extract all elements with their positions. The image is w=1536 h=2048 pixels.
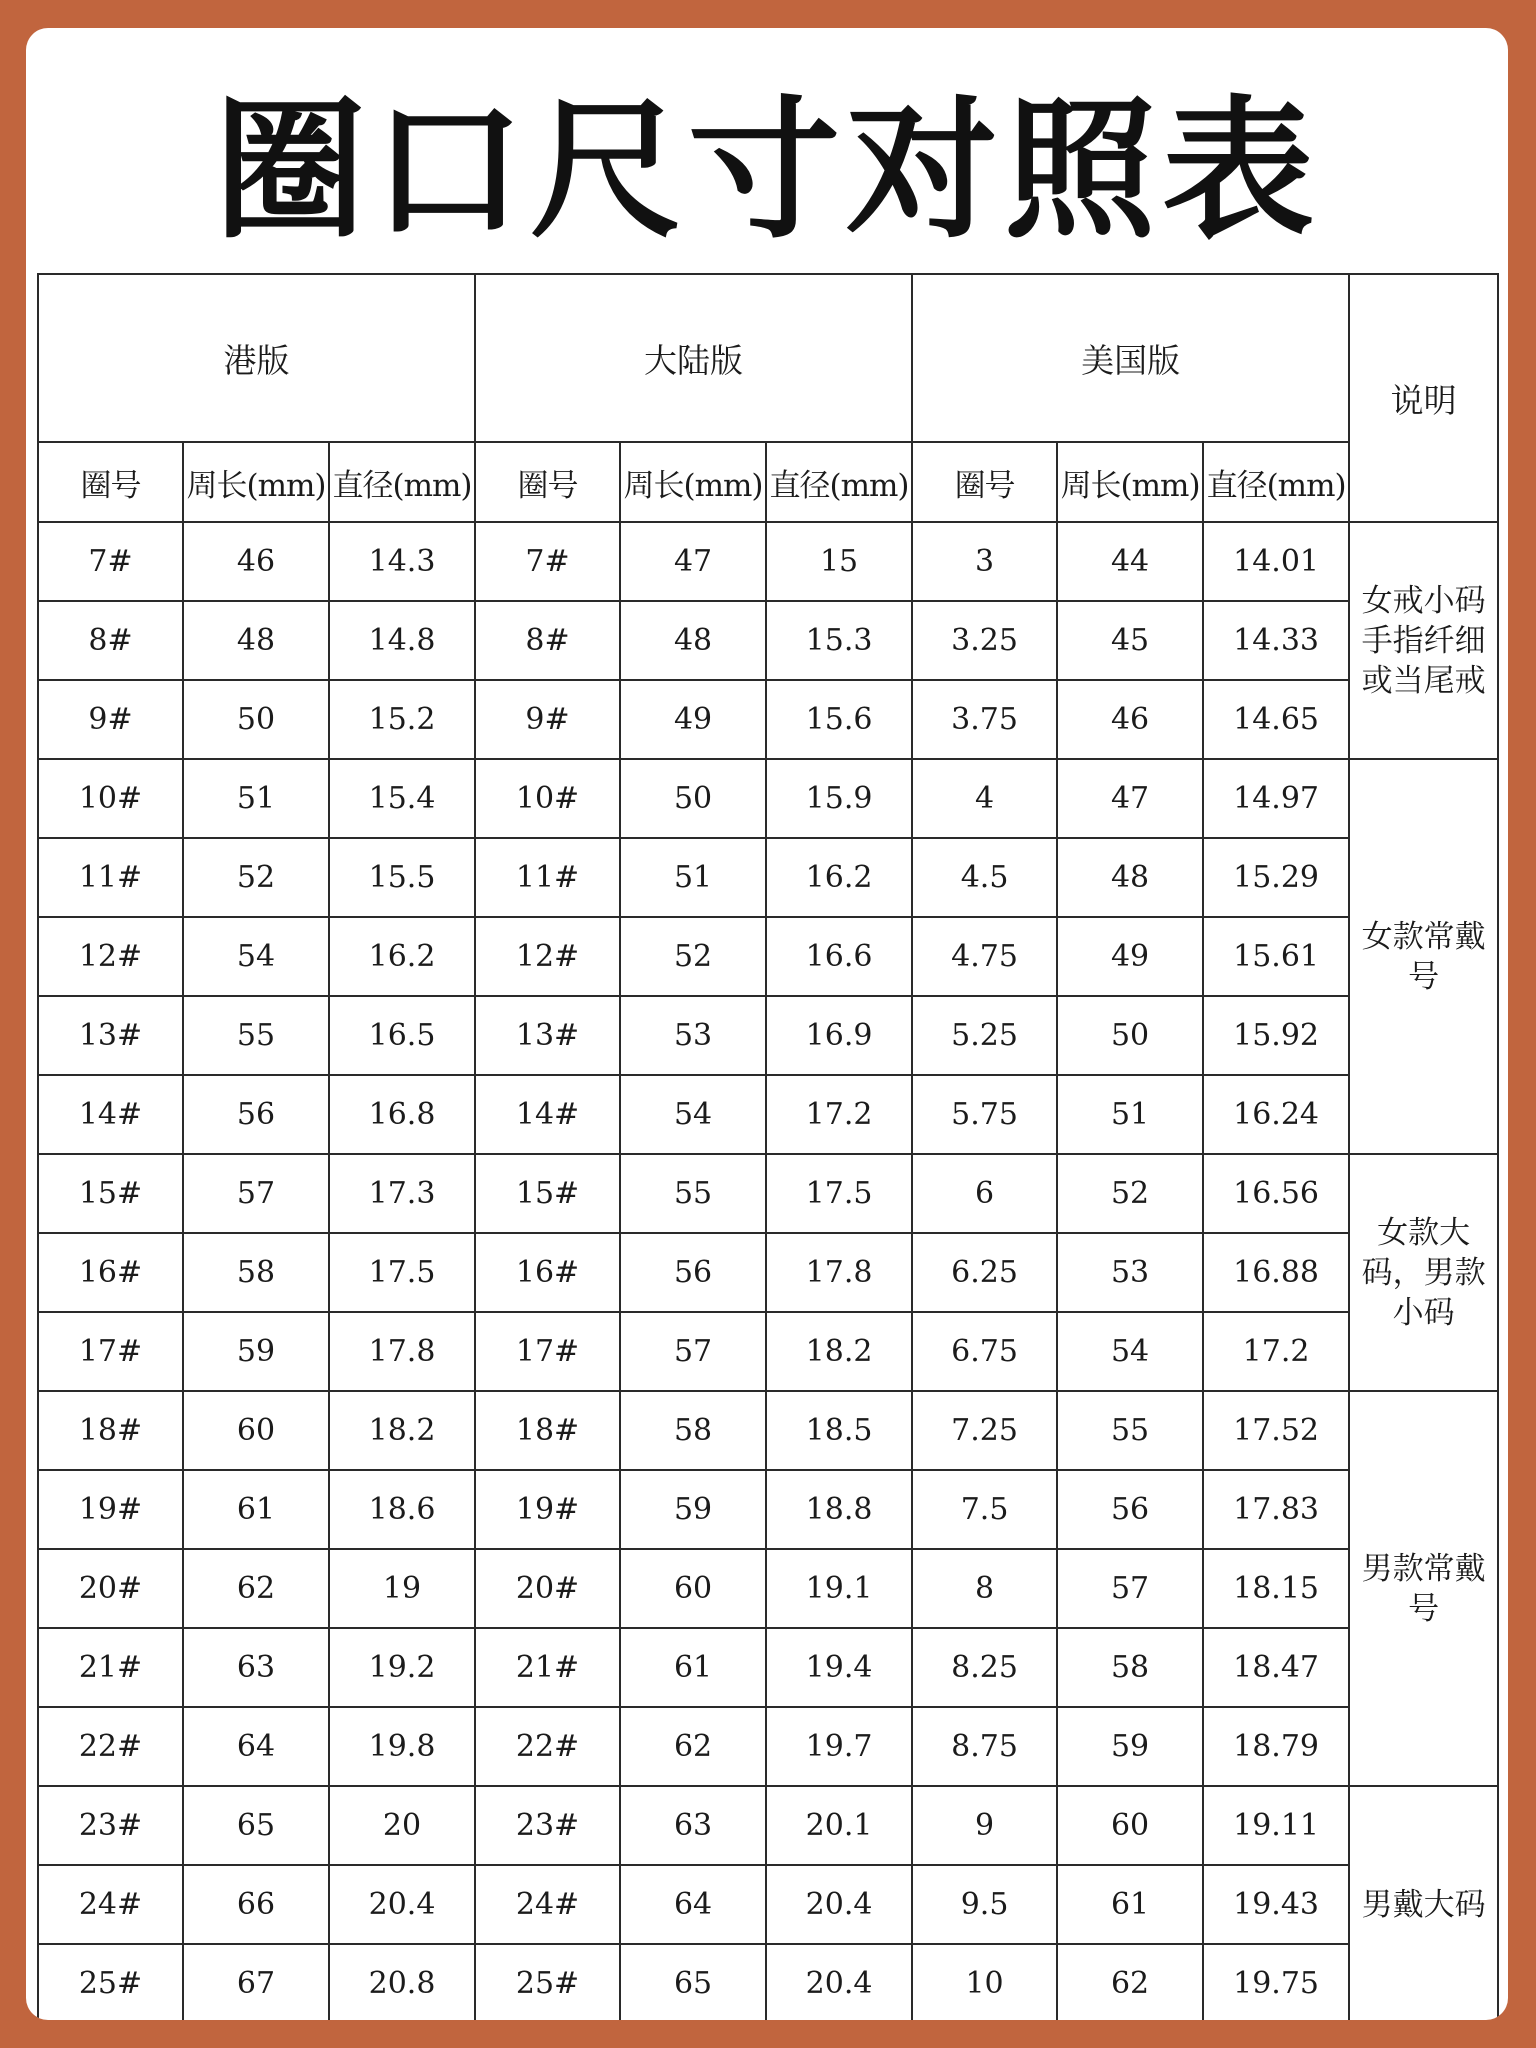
table-cell: 22# (38, 1707, 183, 1786)
table-cell: 58 (620, 1391, 766, 1470)
table-cell: 18.15 (1203, 1549, 1349, 1628)
table-cell: 8.25 (912, 1628, 1057, 1707)
table-cell: 63 (183, 1628, 329, 1707)
column-header: 直径(mm) (1203, 442, 1349, 522)
table-cell: 60 (620, 1549, 766, 1628)
table-cell: 52 (620, 917, 766, 996)
table-cell: 7# (38, 522, 183, 601)
table-cell: 16.88 (1203, 1233, 1349, 1312)
table-cell: 22# (475, 1707, 620, 1786)
table-cell: 10# (475, 759, 620, 838)
table-cell: 19.1 (766, 1549, 912, 1628)
table-cell: 67 (183, 1944, 329, 2020)
table-row (38, 1786, 1498, 1865)
table-cell: 24# (38, 1865, 183, 1944)
table-cell: 48 (1057, 838, 1203, 917)
table-cell: 21# (475, 1628, 620, 1707)
table-cell: 11# (38, 838, 183, 917)
table-cell: 65 (183, 1786, 329, 1865)
table-cell: 25# (38, 1944, 183, 2020)
table-row (38, 680, 1498, 759)
table-cell: 25# (475, 1944, 620, 2020)
table-cell: 14# (38, 1075, 183, 1154)
page-title: 圈口尺寸对照表 (214, 82, 1320, 259)
table-cell: 15 (766, 522, 912, 601)
table-row (38, 1233, 1498, 1312)
table-cell: 56 (1057, 1470, 1203, 1549)
table-cell: 19.43 (1203, 1865, 1349, 1944)
table-cell: 48 (183, 601, 329, 680)
table-cell: 12# (475, 917, 620, 996)
table-cell: 55 (1057, 1391, 1203, 1470)
note-cell: 男款常戴号 (1349, 1391, 1498, 1786)
table-cell: 7# (475, 522, 620, 601)
table-cell: 54 (183, 917, 329, 996)
table-cell: 46 (1057, 680, 1203, 759)
table-row (38, 1944, 1498, 2020)
table-cell: 66 (183, 1865, 329, 1944)
table-row (38, 1312, 1498, 1391)
table-cell: 8.75 (912, 1707, 1057, 1786)
table-cell: 49 (1057, 917, 1203, 996)
table-row (38, 601, 1498, 680)
table-cell: 20.4 (766, 1865, 912, 1944)
note-cell: 女款常戴号 (1349, 759, 1498, 1154)
table-row (38, 838, 1498, 917)
table-cell: 61 (183, 1470, 329, 1549)
table-row (38, 1628, 1498, 1707)
table-cell: 61 (620, 1628, 766, 1707)
table-cell: 7.5 (912, 1470, 1057, 1549)
table-cell: 18.6 (329, 1470, 475, 1549)
table-cell: 4.5 (912, 838, 1057, 917)
table-cell: 51 (620, 838, 766, 917)
table-cell: 18.47 (1203, 1628, 1349, 1707)
table-cell: 47 (620, 522, 766, 601)
table-cell: 16.6 (766, 917, 912, 996)
table-cell: 16.9 (766, 996, 912, 1075)
table-cell: 44 (1057, 522, 1203, 601)
size-chart-card (26, 28, 1508, 2020)
table-cell: 15.6 (766, 680, 912, 759)
table-cell: 3 (912, 522, 1057, 601)
table-cell: 24# (475, 1865, 620, 1944)
table-cell: 19.8 (329, 1707, 475, 1786)
table-cell: 9.5 (912, 1865, 1057, 1944)
table-cell: 53 (620, 996, 766, 1075)
table-cell: 14.3 (329, 522, 475, 601)
table-cell: 17.8 (329, 1312, 475, 1391)
table-cell: 62 (1057, 1944, 1203, 2020)
note-cell: 男戴大码 (1349, 1786, 1498, 2020)
table-cell: 14# (475, 1075, 620, 1154)
table-cell: 17.8 (766, 1233, 912, 1312)
group-header-mainland: 大陆版 (475, 274, 912, 442)
table-cell: 57 (620, 1312, 766, 1391)
table-row (38, 1549, 1498, 1628)
table-cell: 59 (183, 1312, 329, 1391)
table-cell: 18# (38, 1391, 183, 1470)
table-cell: 18.2 (329, 1391, 475, 1470)
table-cell: 17.2 (1203, 1312, 1349, 1391)
table-cell: 6.25 (912, 1233, 1057, 1312)
table-cell: 56 (183, 1075, 329, 1154)
table-cell: 19.7 (766, 1707, 912, 1786)
table-cell: 19.4 (766, 1628, 912, 1707)
table-cell: 64 (183, 1707, 329, 1786)
table-cell: 9# (475, 680, 620, 759)
table-cell: 13# (475, 996, 620, 1075)
ring-size-table (37, 273, 1499, 2020)
table-cell: 15.4 (329, 759, 475, 838)
table-cell: 45 (1057, 601, 1203, 680)
table-cell: 5.75 (912, 1075, 1057, 1154)
table-cell: 20# (38, 1549, 183, 1628)
table-cell: 15.29 (1203, 838, 1349, 917)
table-cell: 19# (38, 1470, 183, 1549)
group-header-hk: 港版 (38, 274, 475, 442)
table-cell: 15# (475, 1154, 620, 1233)
table-cell: 53 (1057, 1233, 1203, 1312)
table-cell: 17.83 (1203, 1470, 1349, 1549)
table-cell: 63 (620, 1786, 766, 1865)
table-cell: 14.97 (1203, 759, 1349, 838)
table-cell: 51 (1057, 1075, 1203, 1154)
table-cell: 60 (1057, 1786, 1203, 1865)
table-cell: 21# (38, 1628, 183, 1707)
table-cell: 17.52 (1203, 1391, 1349, 1470)
group-header-us: 美国版 (912, 274, 1349, 442)
table-cell: 7.25 (912, 1391, 1057, 1470)
table-cell: 62 (620, 1707, 766, 1786)
table-cell: 47 (1057, 759, 1203, 838)
table-cell: 20 (329, 1786, 475, 1865)
table-cell: 18.79 (1203, 1707, 1349, 1786)
table-cell: 54 (1057, 1312, 1203, 1391)
table-row (38, 759, 1498, 838)
table-cell: 15.61 (1203, 917, 1349, 996)
table-cell: 17.5 (329, 1233, 475, 1312)
column-header: 直径(mm) (766, 442, 912, 522)
column-header: 直径(mm) (329, 442, 475, 522)
table-cell: 20.4 (329, 1865, 475, 1944)
table-cell: 60 (183, 1391, 329, 1470)
column-header: 圈号 (475, 442, 620, 522)
table-cell: 17# (38, 1312, 183, 1391)
table-cell: 17# (475, 1312, 620, 1391)
table-cell: 46 (183, 522, 329, 601)
table-cell: 18.8 (766, 1470, 912, 1549)
table-cell: 14.65 (1203, 680, 1349, 759)
table-cell: 15.2 (329, 680, 475, 759)
table-cell: 5.25 (912, 996, 1057, 1075)
table-cell: 17.3 (329, 1154, 475, 1233)
table-cell: 49 (620, 680, 766, 759)
table-cell: 16.2 (329, 917, 475, 996)
table-cell: 10 (912, 1944, 1057, 2020)
table-cell: 17.5 (766, 1154, 912, 1233)
table-cell: 65 (620, 1944, 766, 2020)
table-cell: 62 (183, 1549, 329, 1628)
table-cell: 14.33 (1203, 601, 1349, 680)
table-cell: 11# (475, 838, 620, 917)
table-cell: 15.9 (766, 759, 912, 838)
table-row (38, 1391, 1498, 1470)
table-cell: 61 (1057, 1865, 1203, 1944)
table-cell: 19.2 (329, 1628, 475, 1707)
table-cell: 6 (912, 1154, 1057, 1233)
table-cell: 16.2 (766, 838, 912, 917)
table-cell: 20.1 (766, 1786, 912, 1865)
table-cell: 15.5 (329, 838, 475, 917)
table-cell: 6.75 (912, 1312, 1057, 1391)
table-cell: 8 (912, 1549, 1057, 1628)
table-cell: 59 (620, 1470, 766, 1549)
column-header: 周长(mm) (183, 442, 329, 522)
table-cell: 57 (1057, 1549, 1203, 1628)
note-cell: 女款大码，男款小码 (1349, 1154, 1498, 1391)
table-cell: 23# (38, 1786, 183, 1865)
table-cell: 55 (183, 996, 329, 1075)
table-cell: 8# (38, 601, 183, 680)
table-cell: 57 (183, 1154, 329, 1233)
table-row (38, 1075, 1498, 1154)
table-cell: 15.92 (1203, 996, 1349, 1075)
table-cell: 8# (475, 601, 620, 680)
table-cell: 51 (183, 759, 329, 838)
table-cell: 13# (38, 996, 183, 1075)
table-cell: 9# (38, 680, 183, 759)
table-body (38, 522, 1498, 2020)
table-cell: 9 (912, 1786, 1057, 1865)
table-cell: 10# (38, 759, 183, 838)
table-cell: 50 (620, 759, 766, 838)
table-cell: 58 (1057, 1628, 1203, 1707)
table-cell: 58 (183, 1233, 329, 1312)
table-row (38, 917, 1498, 996)
table-cell: 23# (475, 1786, 620, 1865)
table-cell: 52 (183, 838, 329, 917)
table-row (38, 1154, 1498, 1233)
table-cell: 48 (620, 601, 766, 680)
table-cell: 15# (38, 1154, 183, 1233)
column-header: 周长(mm) (1057, 442, 1203, 522)
table-cell: 3.25 (912, 601, 1057, 680)
table-cell: 16# (38, 1233, 183, 1312)
table-cell: 19.75 (1203, 1944, 1349, 2020)
note-header: 说明 (1349, 274, 1498, 522)
table-cell: 55 (620, 1154, 766, 1233)
table-cell: 20# (475, 1549, 620, 1628)
table-cell: 16.8 (329, 1075, 475, 1154)
table-cell: 50 (1057, 996, 1203, 1075)
table-row (38, 996, 1498, 1075)
table-cell: 3.75 (912, 680, 1057, 759)
table-cell: 16.5 (329, 996, 475, 1075)
column-header: 圈号 (912, 442, 1057, 522)
table-cell: 14.01 (1203, 522, 1349, 601)
table-cell: 52 (1057, 1154, 1203, 1233)
table-row (38, 1865, 1498, 1944)
table-cell: 20.8 (329, 1944, 475, 2020)
table-cell: 16# (475, 1233, 620, 1312)
table-cell: 16.56 (1203, 1154, 1349, 1233)
table-cell: 16.24 (1203, 1075, 1349, 1154)
table-cell: 56 (620, 1233, 766, 1312)
table-cell: 12# (38, 917, 183, 996)
table-cell: 20.4 (766, 1944, 912, 2020)
table-cell: 18.5 (766, 1391, 912, 1470)
table-cell: 54 (620, 1075, 766, 1154)
table-cell: 64 (620, 1865, 766, 1944)
table-cell: 14.8 (329, 601, 475, 680)
table-cell: 18# (475, 1391, 620, 1470)
note-cell: 女戒小码手指纤细或当尾戒 (1349, 522, 1498, 759)
table-cell: 50 (183, 680, 329, 759)
table-cell: 19.11 (1203, 1786, 1349, 1865)
table-row (38, 1707, 1498, 1786)
table-row (38, 1470, 1498, 1549)
table-cell: 18.2 (766, 1312, 912, 1391)
table-cell: 4.75 (912, 917, 1057, 996)
table-cell: 19# (475, 1470, 620, 1549)
table-cell: 17.2 (766, 1075, 912, 1154)
table-cell: 19 (329, 1549, 475, 1628)
column-header: 圈号 (38, 442, 183, 522)
table-cell: 4 (912, 759, 1057, 838)
table-cell: 59 (1057, 1707, 1203, 1786)
table-cell: 15.3 (766, 601, 912, 680)
table-row (38, 522, 1498, 601)
column-header: 周长(mm) (620, 442, 766, 522)
